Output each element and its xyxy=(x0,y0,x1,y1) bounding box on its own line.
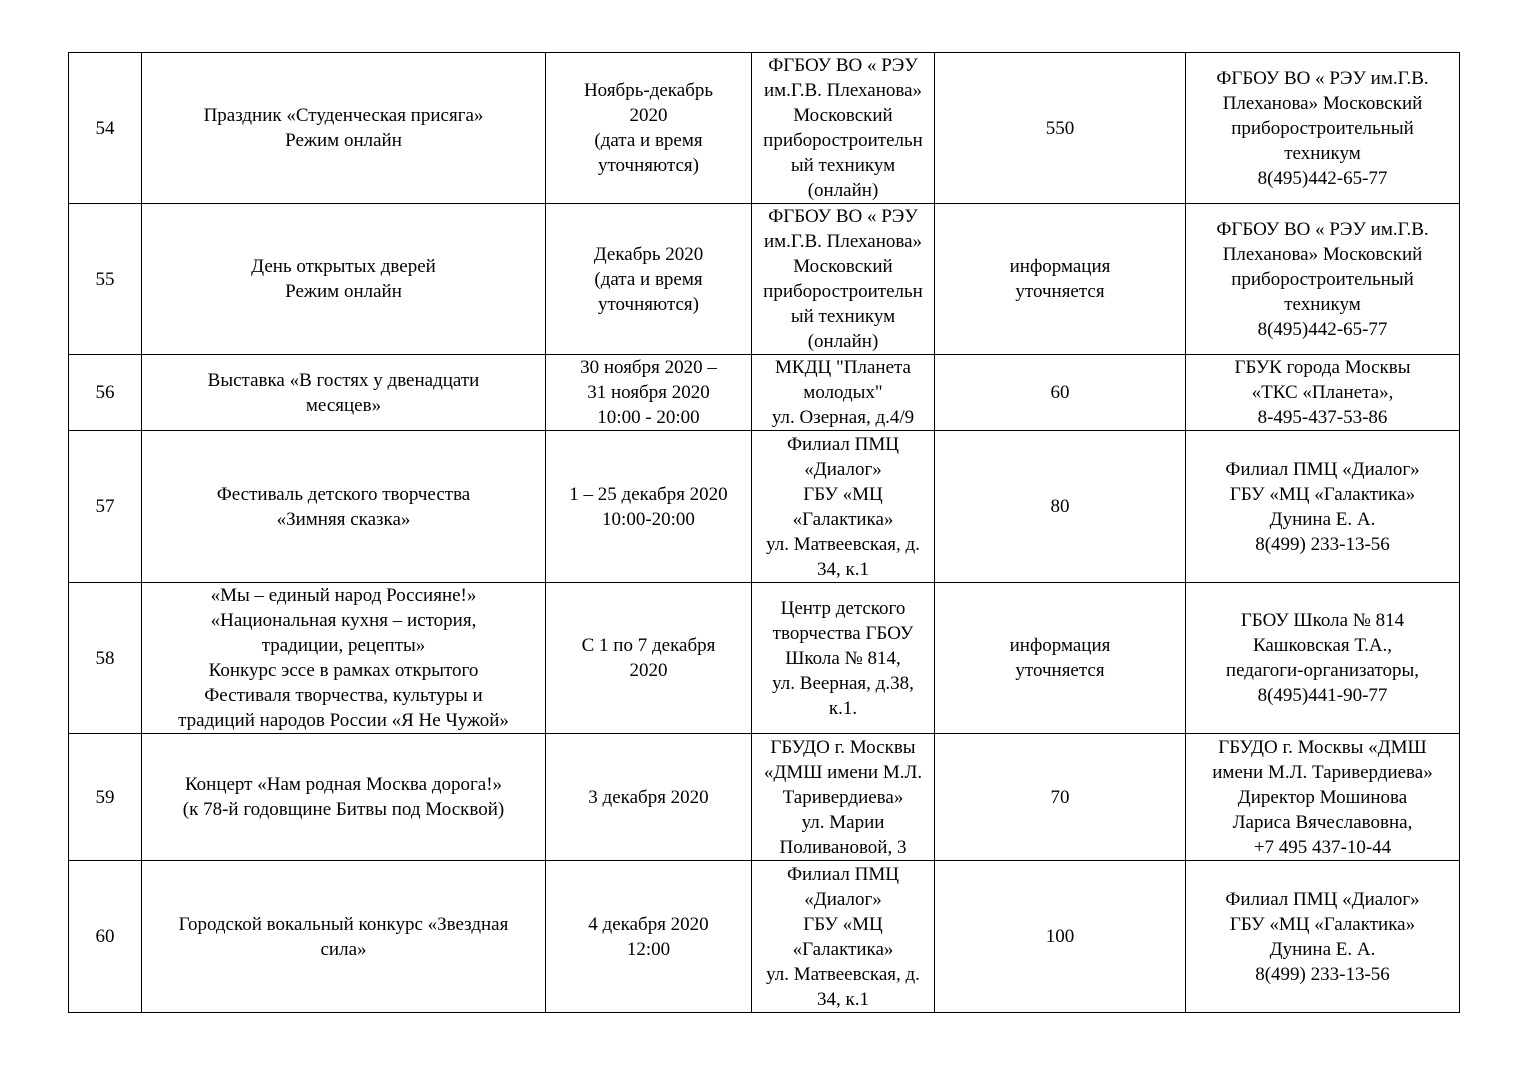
event-date: Декабрь 2020 (дата и время уточняются) xyxy=(546,204,752,355)
event-venue: ГБУДО г. Москвы «ДМШ имени М.Л. Таривердиева» ул. Марии Поливановой, 3 xyxy=(752,734,935,861)
event-venue: МКДЦ "Планета молодых" ул. Озерная, д.4/9 xyxy=(752,355,935,431)
row-number: 55 xyxy=(69,204,142,355)
event-name: Выставка «В гостях у двенадцати месяцев» xyxy=(142,355,546,431)
row-number: 59 xyxy=(69,734,142,861)
table-row xyxy=(69,355,1460,431)
table-row xyxy=(69,204,1460,355)
event-venue: Филиал ПМЦ «Диалог» ГБУ «МЦ «Галактика» ул. Матвеевская, д. 34, к.1 xyxy=(752,431,935,583)
event-date: 30 ноября 2020 – 31 ноября 2020 10:00 - 20:00 xyxy=(546,355,752,431)
event-organizer: Филиал ПМЦ «Диалог» ГБУ «МЦ «Галактика» Дунина Е. А. 8(499) 233-13-56 xyxy=(1186,431,1460,583)
event-name: Праздник «Студенческая присяга» Режим онлайн xyxy=(142,53,546,204)
event-date: Ноябрь-декабрь 2020 (дата и время уточняются) xyxy=(546,53,752,204)
event-venue: ФГБОУ ВО « РЭУ им.Г.В. Плеханова» Московский приборостроительн ый техникум (онлайн) xyxy=(752,53,935,204)
event-venue: Центр детского творчества ГБОУ Школа № 814, ул. Веерная, д.38, к.1. xyxy=(752,583,935,734)
event-name: Фестиваль детского творчества «Зимняя сказка» xyxy=(142,431,546,583)
row-number: 54 xyxy=(69,53,142,204)
participant-count: 60 xyxy=(935,355,1186,431)
event-organizer: ГБУК города Москвы «ТКС «Планета», 8-495-437-53-86 xyxy=(1186,355,1460,431)
table-row xyxy=(69,734,1460,861)
table-row xyxy=(69,583,1460,734)
event-organizer: Филиал ПМЦ «Диалог» ГБУ «МЦ «Галактика» Дунина Е. А. 8(499) 233-13-56 xyxy=(1186,861,1460,1013)
event-name: День открытых дверей Режим онлайн xyxy=(142,204,546,355)
event-date: 3 декабря 2020 xyxy=(546,734,752,861)
participant-count: 80 xyxy=(935,431,1186,583)
participant-count: информация уточняется xyxy=(935,583,1186,734)
event-name: Городской вокальный конкурс «Звездная сила» xyxy=(142,861,546,1013)
event-venue: Филиал ПМЦ «Диалог» ГБУ «МЦ «Галактика» ул. Матвеевская, д. 34, к.1 xyxy=(752,861,935,1013)
table-row xyxy=(69,861,1460,1013)
row-number: 56 xyxy=(69,355,142,431)
event-date: С 1 по 7 декабря 2020 xyxy=(546,583,752,734)
event-organizer: ФГБОУ ВО « РЭУ им.Г.В. Плеханова» Московский приборостроительный техникум 8(495)442-65-77 xyxy=(1186,53,1460,204)
event-organizer: ФГБОУ ВО « РЭУ им.Г.В. Плеханова» Московский приборостроительный техникум 8(495)442-65-77 xyxy=(1186,204,1460,355)
event-date: 1 – 25 декабря 2020 10:00-20:00 xyxy=(546,431,752,583)
participant-count: 70 xyxy=(935,734,1186,861)
participant-count: 550 xyxy=(935,53,1186,204)
event-organizer: ГБУДО г. Москвы «ДМШ имени М.Л. Таривердиева» Директор Мошинова Лариса Вячеславовна, +7 495 437-10-44 xyxy=(1186,734,1460,861)
table-row xyxy=(69,53,1460,204)
event-venue: ФГБОУ ВО « РЭУ им.Г.В. Плеханова» Московский приборостроительн ый техникум (онлайн) xyxy=(752,204,935,355)
event-organizer: ГБОУ Школа № 814 Кашковская Т.А., педагоги-организаторы, 8(495)441-90-77 xyxy=(1186,583,1460,734)
row-number: 58 xyxy=(69,583,142,734)
event-name: Концерт «Нам родная Москва дорога!» (к 78-й годовщине Битвы под Москвой) xyxy=(142,734,546,861)
participant-count: информация уточняется xyxy=(935,204,1186,355)
row-number: 57 xyxy=(69,431,142,583)
table-row xyxy=(69,431,1460,583)
row-number: 60 xyxy=(69,861,142,1013)
events-table xyxy=(68,52,1460,1013)
participant-count: 100 xyxy=(935,861,1186,1013)
event-date: 4 декабря 2020 12:00 xyxy=(546,861,752,1013)
event-name: «Мы – единый народ Россияне!» «Национальная кухня – история, традиции, рецепты» Конкурс эссе в рамках открытого Фестиваля творчества, культуры и традиций народов России «Я Не Чужой» xyxy=(142,583,546,734)
